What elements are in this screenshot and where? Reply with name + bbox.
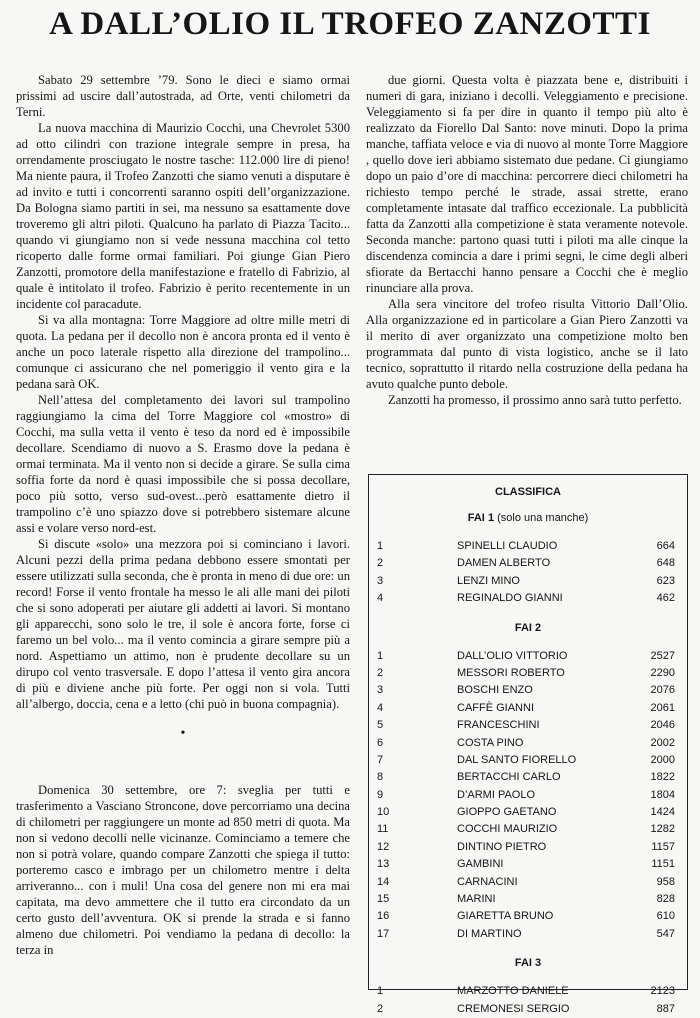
rank-cell: 1 — [377, 649, 384, 662]
pilot-name-cell: BOSCHI ENZO — [457, 684, 533, 697]
section-separator: • — [180, 726, 186, 741]
pilot-name-cell: DINTINO PIETRO — [457, 840, 547, 853]
table-row — [369, 752, 687, 769]
pilot-name-cell: GAMBINI — [457, 858, 504, 871]
rank-cell: 1 — [377, 985, 384, 998]
table-row — [369, 874, 687, 891]
rank-cell: 5 — [377, 719, 384, 732]
table-row — [369, 839, 687, 856]
rank-cell: 11 — [377, 823, 389, 836]
classifica-categories — [369, 512, 687, 1018]
pilot-name-cell: CAFFÈ GIANNI — [457, 701, 535, 714]
points-cell: 1804 — [650, 788, 675, 801]
category-name: FAI — [514, 957, 532, 970]
category-note: (solo una manche) — [497, 512, 589, 524]
pilot-name-cell: COCCHI MAURIZIO — [457, 823, 558, 836]
table-row — [369, 700, 687, 717]
category-number: 3 — [535, 957, 542, 970]
table-row — [369, 590, 687, 607]
pilot-name-cell: MARINI — [457, 893, 496, 906]
points-cell: 1282 — [650, 823, 675, 836]
points-cell: 2000 — [650, 753, 675, 766]
points-cell: 462 — [656, 592, 675, 605]
table-row — [369, 983, 687, 1000]
rank-cell: 2 — [377, 666, 384, 679]
points-cell: 2290 — [650, 666, 675, 679]
points-cell: 2061 — [650, 701, 675, 714]
article-paragraph: Nell’attesa del completamento dei lavori sul trampolino raggiungiamo la cima del Torre Maggiore col «mostro» di Cocchi, ma sulla vetta il vento è teso da nord ed è impossibile decollare. Scendiamo di nuovo a S. Erasmo dove la pedana è ormai terminata. Ma il vento non si decide a girare. Se sulla cima soffia forte da nord è quasi impossibile che si possa decollare, poco più sotto, verso sud-ovest...però esattamente dietro il trampolino c’è uno spiazzo dove si potrebbero sistemare alcune assi e volare verso nord-est. — [16, 393, 350, 535]
category-number: 1 — [487, 512, 495, 524]
category-title — [369, 512, 687, 526]
category-name: FAI — [514, 621, 532, 634]
points-cell: 623 — [656, 574, 675, 587]
table-row — [369, 908, 687, 925]
rank-cell: 17 — [377, 927, 390, 940]
points-cell: 1424 — [650, 806, 675, 819]
pilot-name-cell: MARZOTTO DANIELE — [457, 985, 569, 998]
rank-cell: 6 — [377, 736, 384, 749]
pilot-name-cell: DAMEN ALBERTO — [457, 557, 551, 570]
points-cell: 664 — [656, 540, 675, 552]
table-row — [369, 665, 687, 682]
category-rows — [369, 538, 687, 608]
pilot-name-cell: D’ARMI PAOLO — [457, 788, 536, 801]
pilot-name-cell: BERTACCHI CARLO — [457, 771, 561, 784]
pilot-name-cell: SPINELLI CLAUDIO — [457, 540, 558, 552]
points-cell: 547 — [656, 927, 675, 940]
right-column — [366, 72, 688, 408]
article-title: A DALL’OLIO IL TROFEO ZANZOTTI — [49, 6, 651, 42]
rank-cell: 8 — [377, 771, 384, 784]
pilot-name-cell: DAL SANTO FIORELLO — [457, 753, 577, 766]
points-cell: 2527 — [650, 649, 675, 662]
rank-cell: 9 — [377, 788, 384, 801]
pilot-name-cell: REGINALDO GIANNI — [457, 592, 563, 605]
pilot-name-cell: COSTA PINO — [457, 736, 524, 749]
classifica-table — [368, 474, 688, 1015]
table-row — [369, 769, 687, 786]
table-row — [369, 717, 687, 734]
rank-cell: 13 — [377, 858, 390, 871]
category-name: FAI — [467, 512, 485, 524]
points-cell: 887 — [656, 1002, 675, 1015]
rank-cell: 10 — [377, 806, 390, 819]
rank-cell: 1 — [377, 540, 384, 552]
category-title — [369, 957, 687, 971]
points-cell: 2076 — [650, 684, 675, 697]
rank-cell: 15 — [377, 893, 390, 906]
pilot-name-cell: MESSORI ROBERTO — [457, 666, 565, 679]
pilot-name-cell: LENZI MINO — [457, 574, 520, 587]
rank-cell: 3 — [377, 574, 384, 587]
rank-cell: 7 — [377, 753, 384, 766]
points-cell: 610 — [656, 910, 675, 923]
points-cell: 1157 — [651, 840, 675, 853]
article-paragraph: Sabato 29 settembre ’79. Sono le dieci e siamo ormai prissimi ad uscire dall’autostrada, ad Orte, venti chilometri da Terni. — [16, 73, 350, 119]
pilot-name-cell: GIOPPO GAETANO — [457, 806, 557, 819]
rank-cell: 2 — [377, 557, 384, 570]
pilot-name-cell: GIARETTA BRUNO — [457, 910, 554, 923]
points-cell: 958 — [656, 875, 675, 888]
table-row — [369, 573, 687, 590]
rank-cell: 2 — [377, 1002, 384, 1015]
pilot-name-cell: CARNACINI — [457, 875, 518, 888]
article-paragraph: Alla sera vincitore del trofeo risulta Vittorio Dall’Olio. Alla organizzazione ed in particolare a Gian Piero Zanzotti va il merito di aver organizzato una competizione molto ben programmata dal punto di vista logistico, anche se il lato tecnico, soprattutto il ritardo nella costruzione della pedana ha avuto qualche punto debole. — [366, 297, 688, 391]
points-cell: 648 — [656, 557, 675, 570]
table-row — [369, 787, 687, 804]
points-cell: 2123 — [650, 985, 675, 998]
rank-cell: 4 — [377, 592, 384, 605]
table-row — [369, 821, 687, 838]
table-row — [369, 1001, 687, 1018]
classifica-title: CLASSIFICA — [495, 486, 561, 498]
article-paragraph: Domenica 30 settembre, ore 7: sveglia per tutti e trasferimento a Vasciano Stroncone, dove percorriamo una decina di chilometri per raggiungere un monte ad 850 metri di quota. Ma non si vedono decolli nelle vicinanze. Cominciamo a temere che non si potrà volare, quando compare Zanzotti che spiega il tutto: porteremo casco e imbrago per un chilometro mentre i delta arriveranno... con i muli! Una cosa del genere non mi era mai capitata, ma devo ammettere che il tutto era circondato da un certo gusto dell’avventura. OK si prende la strada e si fanno almeno due chilometri. Poi vendiamo la pedana di decollo: la terza in — [16, 783, 350, 957]
rank-cell: 12 — [377, 840, 390, 853]
pilot-name-cell: DI MARTINO — [457, 927, 522, 940]
article-paragraph: Si va alla montagna: Torre Maggiore ad oltre mille metri di quota. La pedana per il decollo non è ancora pronta ed il vento è anche un poco laterale rispetto alla direzione del trampolino... comunque ci assicurano che nel pomeriggio il vento gira e la pedana sarà OK. — [16, 313, 350, 391]
points-cell: 2002 — [650, 736, 675, 749]
category-rows — [369, 648, 687, 944]
points-cell: 828 — [656, 893, 675, 906]
rank-cell: 14 — [377, 875, 390, 888]
points-cell: 1151 — [651, 858, 675, 871]
article-paragraph: Si discute «solo» una mezzora poi si cominciano i lavori. Alcuni pezzi della prima pedana debbono essere smontati per essere utilizzati sulla seconda, che è pronta in meno di due ore: un record! Forse il vento frontale ha messo le ali alle mani dei piloti che si sono adoperati per aiutare gli addetti ai lavori. Si montano gli apparecchi, sono solo le tre, il sole è ancora forte, forse ci faremo un bel volo... ma il vento comincia a girare sempre più a nord. Aspettiamo un attimo, non è prudente decollare su un dirupo col vento trasversale. E dopo l’attesa il vento gira ancora di più e diviene anche più forte. Per oggi non si vola. Tutti all’albergo, doccia, cena e a letto (chi può in buona compagnia). — [16, 537, 350, 711]
article-paragraph: La nuova macchina di Maurizio Cocchi, una Chevrolet 5300 ad otto cilindri con trazione integrale sempre in presa, ha orrendamente prosciugato le nostre tasche: 112.000 lire di pieno! Ma niente paura, il Trofeo Zanzotti che siamo venuti a disputare è ad invito e tutti i concorrenti saranno ospiti dell’organizzazione. Da Bologna siamo partiti in sei, ma nessuno sa esattamente dove troveremo gli altri piloti. Qualcuno ha parlato di Piazza Tacito... quando vi giungiamo non si vede nessuna macchina col tetto ricoperto dalle forme ormai familiari. Poi giunge Gian Piero Zanzotti, promotore della manifestazione e fratello di Fabrizio, al quale è intitolato il trofeo. Fabrizio è perito recentemente in un incidente col paracadute. — [16, 121, 350, 311]
rank-cell: 16 — [377, 910, 390, 923]
table-row — [369, 891, 687, 908]
table-row — [369, 682, 687, 699]
category-rows — [369, 983, 687, 1018]
article-paragraph: due giorni. Questa volta è piazzata bene e, distribuiti i numeri di gara, iniziano i decolli. Veleggiamento e precisione. Veleggiamento si fa per dire in quanto il tempo più alto è realizzato da Fiorello Dal Santo: nove minuti. Dopo la prima manche, taffiata veloce e via di nuovo al monte Torre Maggiore , quello dove ieri abbiamo sistemato due pedane. Ci giungiamo dopo un paio d’ore di macchina: percorrere dieci chilometri ha richiesto tempo perché le strade, assai strette, erano completamente intasate dal traffico eccezionale. La pubblicità fatta da Zanzotti alla competizione è stata veramente notevole. Seconda manche: partono quasi tutti i piloti ma alle cinque la discendenza comincia a dare i primi segni, le cime degli alberi sfiorate da Bertacchi hanno pensare a Cocchi che è meglio rinunciare alla prova. — [366, 73, 688, 295]
table-row — [369, 538, 687, 555]
rank-cell: 3 — [377, 684, 384, 697]
table-row — [369, 735, 687, 752]
table-row — [369, 555, 687, 572]
table-row — [369, 856, 687, 873]
pilot-name-cell: DALL’OLIO VITTORIO — [457, 649, 568, 662]
pilot-name-cell: CREMONESI SERGIO — [457, 1002, 570, 1015]
left-column — [16, 72, 350, 958]
table-row — [369, 926, 687, 943]
points-cell: 1822 — [650, 771, 675, 784]
category-title — [369, 622, 687, 636]
table-row — [369, 648, 687, 665]
table-row — [369, 804, 687, 821]
category-number: 2 — [535, 621, 542, 634]
points-cell: 2046 — [650, 719, 675, 732]
rank-cell: 4 — [377, 701, 384, 714]
article-paragraph: Zanzotti ha promesso, il prossimo anno sarà tutto perfetto. — [388, 393, 682, 407]
pilot-name-cell: FRANCESCHINI — [457, 719, 540, 732]
